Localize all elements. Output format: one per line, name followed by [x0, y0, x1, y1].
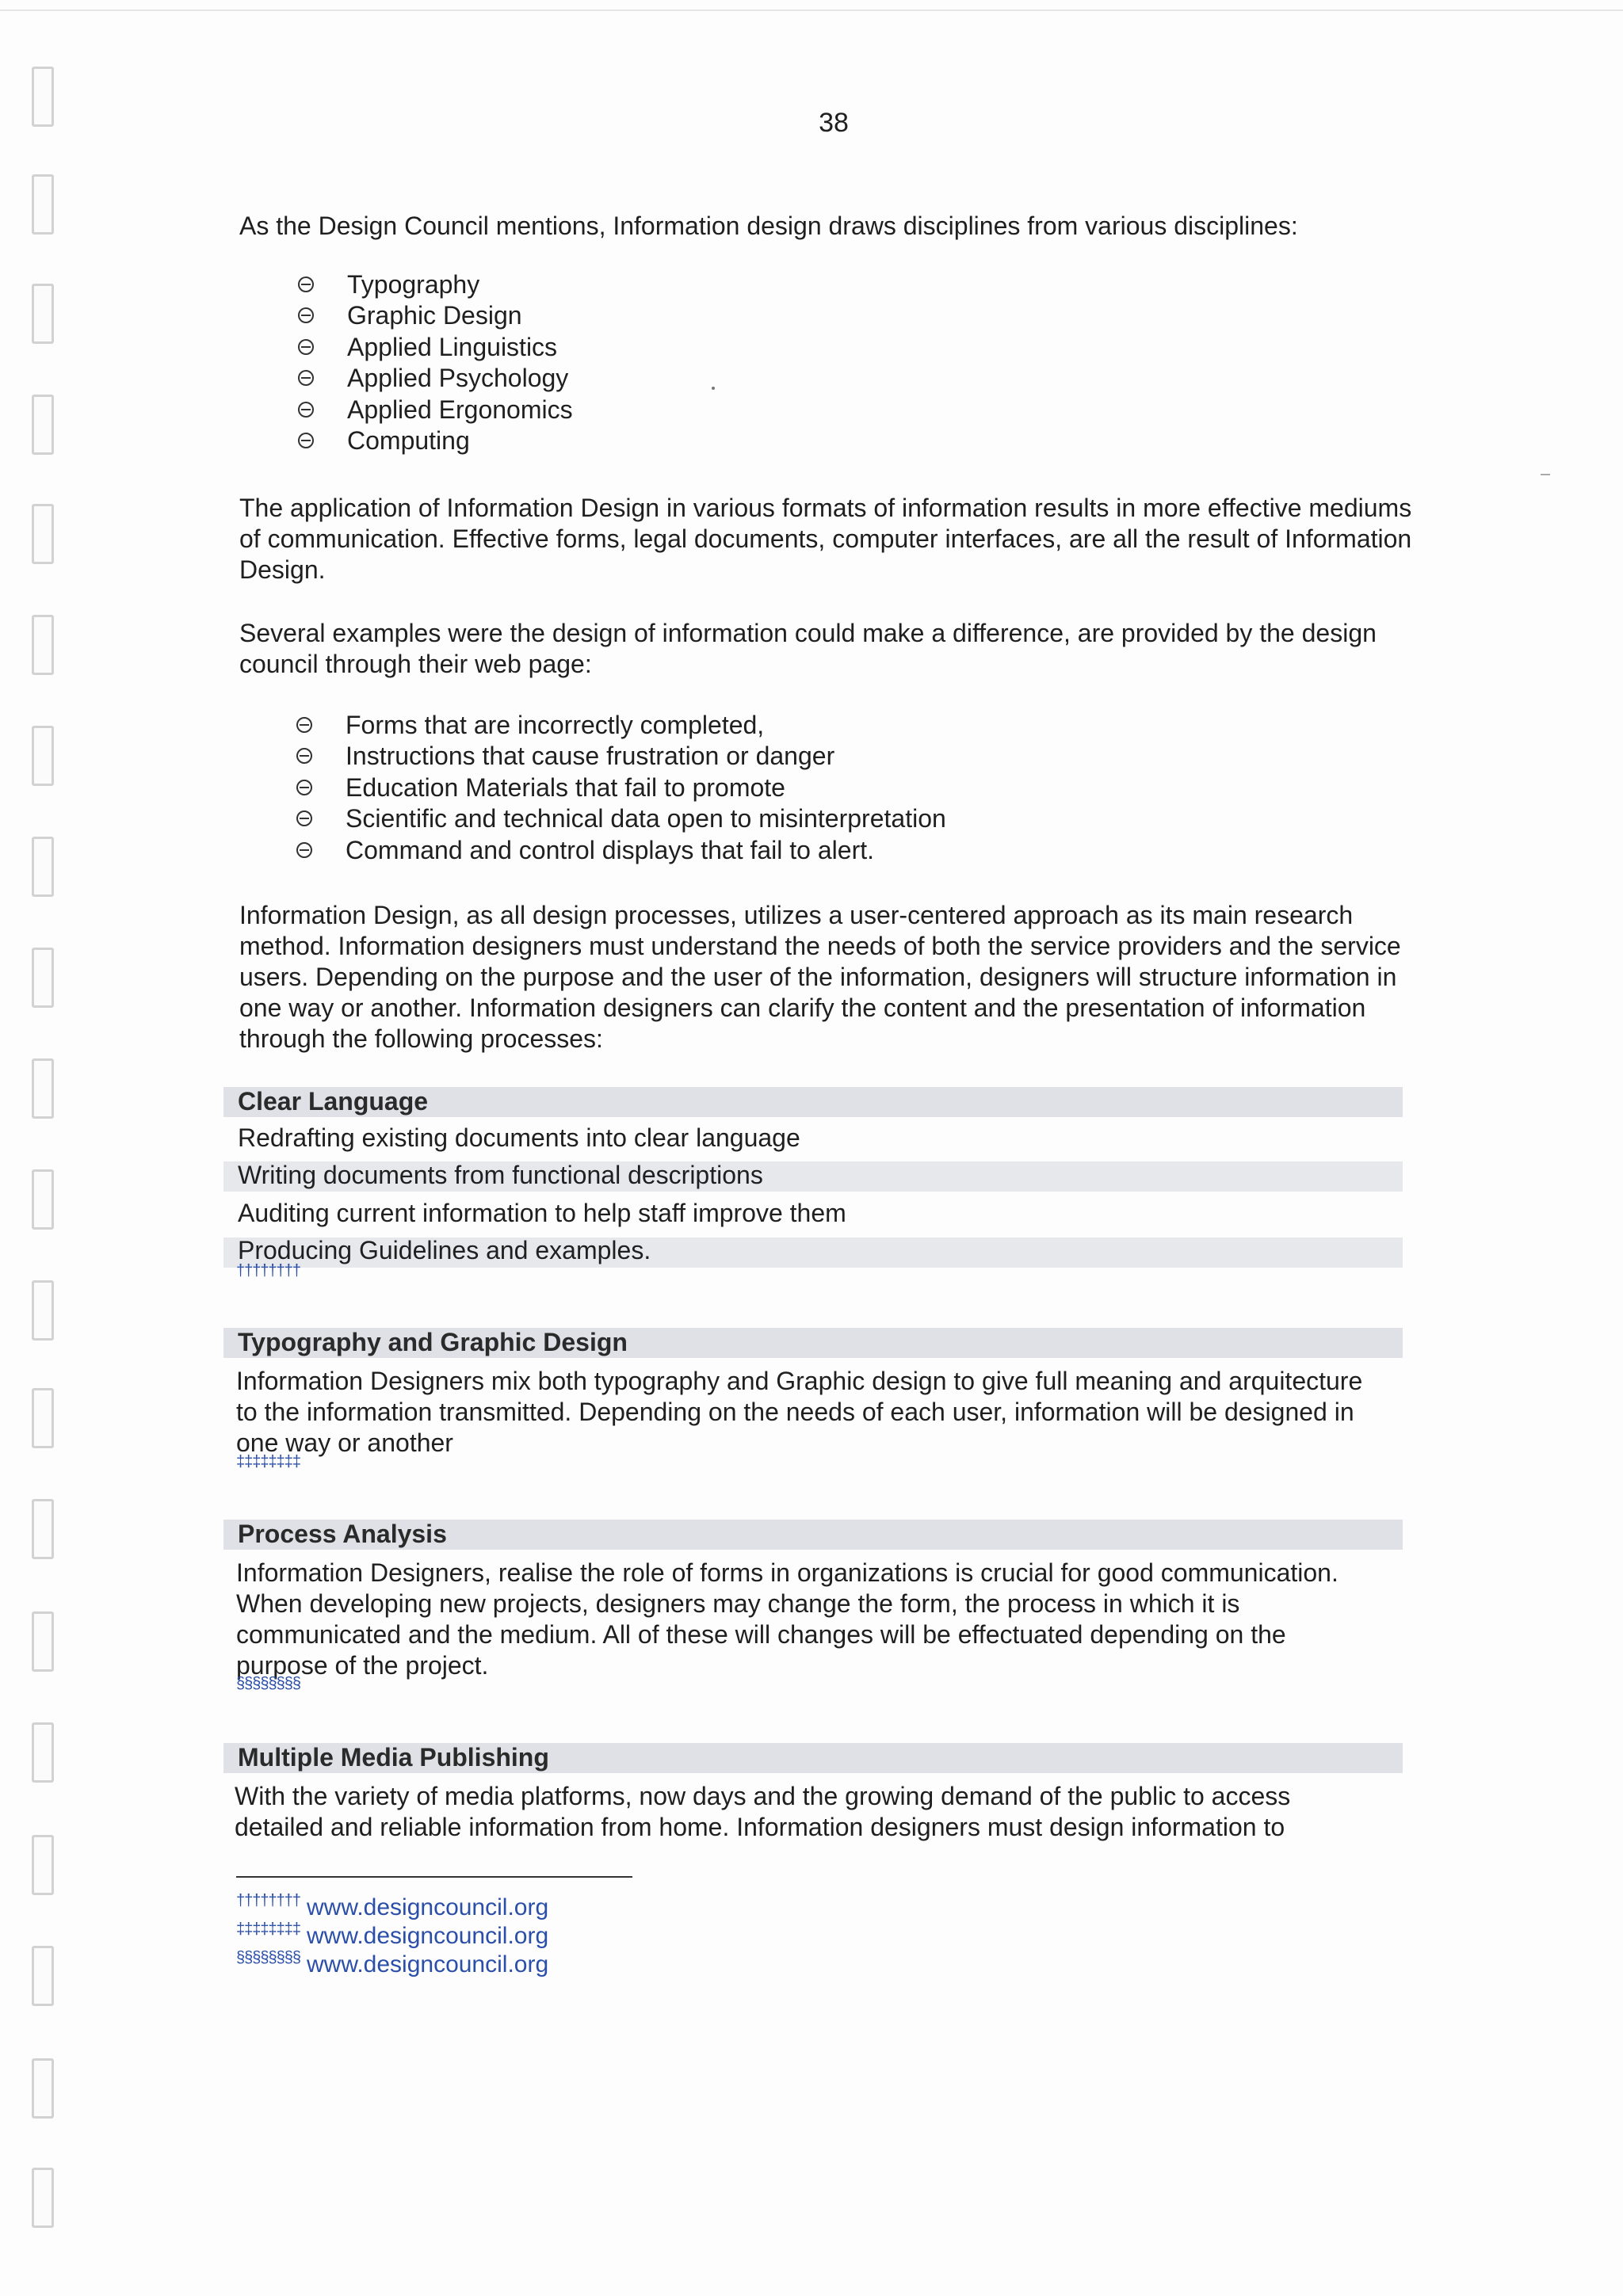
- examples-list: [296, 710, 946, 866]
- intro-paragraph: As the Design Council mentions, Information design draws disciplines from various disciplines:: [239, 212, 1298, 240]
- list-item: Instructions that cause frustration or danger: [296, 741, 946, 772]
- binding-hole: [32, 1835, 54, 1895]
- binding-hole: [32, 615, 54, 675]
- theta-bullet-icon: [298, 307, 314, 323]
- section-title-clear-language: Clear Language: [238, 1087, 429, 1116]
- list-item: Applied Ergonomics: [298, 395, 573, 425]
- section-title-process-analysis: Process Analysis: [238, 1520, 447, 1548]
- list-item: Education Materials that fail to promote: [296, 772, 946, 803]
- footnote-link[interactable]: www.designcouncil.org: [306, 1951, 549, 1978]
- theta-bullet-icon: [298, 339, 314, 355]
- footnote-marker: ††††††††: [236, 1262, 300, 1280]
- binding-hole: [32, 174, 54, 235]
- process-item: Writing documents from functional descriptions: [238, 1161, 763, 1189]
- binding-holes: [32, 0, 71, 2296]
- binding-hole: [32, 2168, 54, 2228]
- footnote-link[interactable]: www.designcouncil.org: [306, 1923, 549, 1949]
- theta-bullet-icon: [298, 402, 314, 418]
- method-paragraph: Information Design, as all design processes, utilizes a user-centered approach as its main research method. Information designers must understand the needs of both the service providers and the service users. Depending on the purpose and the user of the information, designers will structure information in one way or another. Information designers can clarify the content and the presentation of information through the following processes:: [239, 901, 1401, 1053]
- footnote-marker: ‡‡‡‡‡‡‡‡: [236, 1920, 300, 1938]
- binding-hole: [32, 1499, 54, 1559]
- binding-hole: [32, 948, 54, 1008]
- binding-hole: [32, 1388, 54, 1448]
- list-item: Scientific and technical data open to misinterpretation: [296, 803, 946, 834]
- process-paragraph: Information Designers, realise the role of forms in organizations is crucial for good communication. When developing new projects, designers may change the form, the process in which it is communicated and the medium. All of these will changes will be effectuated depending on the purpose of the project.: [236, 1558, 1338, 1680]
- list-item: Computing: [298, 425, 573, 456]
- binding-hole: [32, 284, 54, 344]
- list-item: Applied Linguistics: [298, 332, 573, 363]
- list-item: Applied Psychology: [298, 363, 573, 394]
- theta-bullet-icon: [296, 748, 312, 764]
- footnote-marker: §§§§§§§§: [236, 1949, 300, 1966]
- page-edge: [0, 10, 1623, 11]
- footnote-marker: ‡‡‡‡‡‡‡‡: [236, 1453, 300, 1470]
- process-item: Redrafting existing documents into clear language: [238, 1123, 800, 1152]
- binding-hole: [32, 1722, 54, 1783]
- application-paragraph: The application of Information Design in various formats of information results in more effective mediums of communication. Effective forms, legal documents, computer interfaces, are all the result of Information Design.: [239, 494, 1412, 584]
- footnote: [236, 1892, 548, 1921]
- binding-hole: [32, 1611, 54, 1672]
- footnote-link[interactable]: www.designcouncil.org: [306, 1894, 549, 1920]
- footnote-rule: [236, 1876, 632, 1878]
- binding-hole: [32, 504, 54, 564]
- binding-hole: [32, 1280, 54, 1341]
- examples-intro-paragraph: Several examples were the design of information could make a difference, are provided by the design council through their web page:: [239, 619, 1377, 678]
- binding-hole: [32, 67, 54, 127]
- binding-hole: [32, 1169, 54, 1230]
- section-title-typography: Typography and Graphic Design: [238, 1328, 628, 1356]
- binding-hole: [32, 726, 54, 786]
- binding-hole: [32, 395, 54, 455]
- binding-hole: [32, 1946, 54, 2006]
- binding-hole: [32, 2058, 54, 2119]
- typography-paragraph: Information Designers mix both typography and Graphic design to give full meaning and arquitecture to the information transmitted. Depending on the needs of each user, information will be designed in one way or another: [236, 1367, 1363, 1457]
- theta-bullet-icon: [298, 370, 314, 386]
- footnote-marker: §§§§§§§§: [236, 1675, 300, 1692]
- theta-bullet-icon: [296, 810, 312, 826]
- process-item: Producing Guidelines and examples.: [238, 1236, 651, 1264]
- list-item: Command and control displays that fail to alert.: [296, 835, 946, 866]
- theta-bullet-icon: [296, 780, 312, 795]
- scan-speck: [712, 387, 715, 390]
- list-item: Graphic Design: [298, 300, 573, 331]
- theta-bullet-icon: [298, 433, 314, 448]
- list-item: Forms that are incorrectly completed,: [296, 710, 946, 741]
- page-number: 38: [819, 108, 849, 138]
- theta-bullet-icon: [296, 717, 312, 733]
- theta-bullet-icon: [296, 842, 312, 858]
- process-item: Auditing current information to help staff improve them: [238, 1199, 846, 1227]
- footnote: [236, 1949, 548, 1978]
- section-title-multiple-media: Multiple Media Publishing: [238, 1743, 549, 1772]
- media-paragraph: With the variety of media platforms, now days and the growing demand of the public to access detailed and reliable information from home. Information designers must design information to: [235, 1782, 1291, 1841]
- binding-hole: [32, 837, 54, 897]
- scan-speck: [1541, 474, 1550, 475]
- theta-bullet-icon: [298, 277, 314, 292]
- footnote: [236, 1920, 548, 1950]
- list-item: Typography: [298, 269, 573, 300]
- footnote-marker: ††††††††: [236, 1892, 300, 1909]
- binding-hole: [32, 1058, 54, 1119]
- disciplines-list: [298, 269, 573, 456]
